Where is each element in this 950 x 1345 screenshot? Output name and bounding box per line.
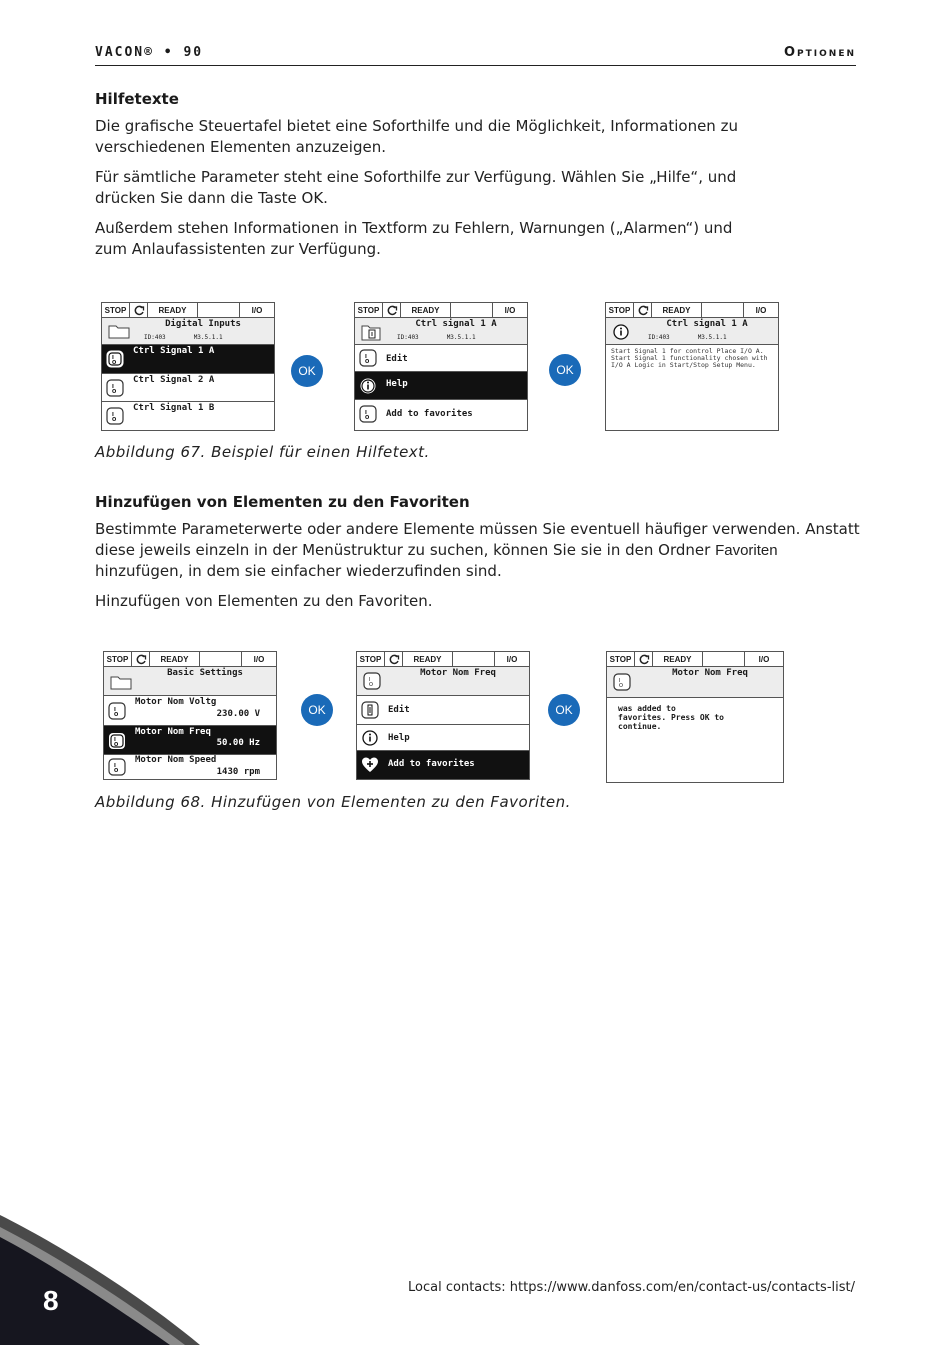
menu-item-label: Add to favorites: [386, 409, 473, 419]
parameter-label: Motor Nom Freq: [135, 727, 211, 737]
parameter-value: 230.00 V: [216, 709, 260, 719]
svg-text:I: I: [365, 354, 367, 360]
list-item[interactable]: [102, 374, 274, 402]
status-bar: [355, 303, 527, 318]
list-item[interactable]: [102, 345, 274, 374]
menu-code: M3.5.1.1: [446, 334, 476, 341]
screen-title: Motor Nom Freq: [672, 668, 748, 678]
parameter-label: Motor Nom Speed: [135, 755, 217, 765]
io-parameter-icon: [106, 379, 124, 400]
status-io: I/O: [504, 305, 516, 315]
svg-text:I: I: [112, 355, 114, 361]
section-favorites: [95, 493, 865, 621]
menu-code: M3.5.1.1: [193, 334, 223, 341]
status-ready: READY: [652, 303, 702, 317]
id-line: [144, 334, 251, 341]
svg-text:I: I: [112, 412, 114, 418]
status-stop: STOP: [102, 303, 130, 317]
brand-title: VACON® • 90: [95, 45, 204, 60]
menu-item-help[interactable]: [355, 372, 527, 400]
svg-text:I: I: [114, 707, 116, 713]
menu-item-label: Edit: [388, 705, 410, 715]
svg-text:O: O: [365, 359, 370, 365]
paragraph: [95, 519, 860, 582]
figure-caption: Abbildung 67. Beispiel für einen Hilfetext.: [95, 443, 430, 461]
menu-item-label: Help: [388, 733, 410, 743]
screen-title-bar: [357, 667, 529, 696]
svg-text:O: O: [114, 742, 119, 748]
status-ready: READY: [150, 652, 200, 666]
menu-item-edit[interactable]: [355, 345, 527, 372]
info-icon: [361, 729, 379, 750]
status-bar: [606, 303, 778, 318]
edit-icon: [361, 701, 379, 722]
section-title: Optionen: [784, 45, 856, 60]
svg-text:O: O: [619, 683, 623, 689]
svg-text:O: O: [114, 712, 119, 718]
contacts-link[interactable]: Local contacts: https://www.danfoss.com/en/contact-us/contacts-list/: [408, 1280, 855, 1295]
status-ready: READY: [403, 652, 453, 666]
screen-title-bar: [606, 318, 778, 345]
rotation-icon: [385, 652, 403, 666]
svg-text:I: I: [365, 410, 367, 416]
status-empty: [703, 652, 745, 666]
screen-title: Ctrl signal 1 A: [415, 319, 497, 329]
status-io: I/O: [506, 654, 518, 664]
status-io: I/O: [758, 654, 770, 664]
paragraph: Außerdem stehen Informationen in Textform zu Fehlern, Warnungen („Alarmen“) und zum Anlaufassistenten zur Verfügung.: [95, 219, 733, 258]
svg-text:O: O: [112, 389, 117, 395]
figure-caption: Abbildung 68. Hinzufügen von Elementen zu den Favoriten.: [95, 793, 571, 811]
keypad-screen-basic-settings: [103, 651, 277, 780]
status-empty: [200, 652, 242, 666]
section-heading: Hilfetexte: [95, 90, 179, 108]
svg-text:O: O: [112, 417, 117, 423]
menu-item-label: Edit: [386, 354, 408, 364]
ok-button[interactable]: OK: [549, 354, 581, 386]
list-item-label: Ctrl Signal 1 A: [133, 346, 215, 356]
svg-text:I: I: [114, 763, 116, 769]
parameter-row[interactable]: [104, 755, 276, 780]
rotation-icon: [634, 303, 652, 317]
screen-title-bar: [355, 318, 527, 345]
help-text: Start Signal 1 for control Place I/O A. Start Signal 1 functionality chosen with I/O A Logic in Start/Stop Setup Menu.: [611, 347, 768, 369]
status-bar: [607, 652, 783, 667]
svg-text:O: O: [112, 360, 117, 366]
rotation-icon: [132, 652, 150, 666]
status-empty: [198, 303, 240, 317]
menu-item-edit[interactable]: [357, 696, 529, 725]
section-heading: Hinzufügen von Elementen zu den Favoriten: [95, 493, 470, 511]
svg-text:O: O: [369, 682, 373, 688]
param-id: ID:403: [648, 334, 670, 341]
corner-decoration: [0, 1215, 210, 1345]
status-stop: STOP: [355, 303, 383, 317]
keypad-screen-ctrl-signal-menu: [354, 302, 528, 431]
status-ready: READY: [401, 303, 451, 317]
param-id: ID:403: [144, 334, 166, 341]
keypad-screen-digital-inputs: [101, 302, 275, 431]
io-parameter-icon: [106, 407, 124, 428]
confirmation-message: was added to favorites. Press OK to continue.: [618, 704, 724, 731]
ok-button[interactable]: OK: [301, 694, 333, 726]
status-empty: [702, 303, 744, 317]
id-line: [648, 334, 755, 341]
svg-text:O: O: [114, 768, 119, 774]
list-item-label: Ctrl Signal 1 B: [133, 403, 215, 413]
page-header: [95, 42, 856, 66]
status-bar: [104, 652, 276, 667]
ok-button[interactable]: OK: [548, 694, 580, 726]
list-item[interactable]: [102, 402, 274, 430]
io-parameter-icon: [108, 732, 126, 753]
edit-icon: [359, 349, 377, 370]
status-stop: STOP: [607, 652, 635, 666]
menu-item-label: Help: [386, 379, 408, 389]
rotation-icon: [383, 303, 401, 317]
section-help-texts: [95, 90, 865, 269]
parameter-label: Motor Nom Voltg: [135, 697, 217, 707]
screen-title: Ctrl signal 1 A: [666, 319, 748, 329]
ok-button[interactable]: OK: [291, 355, 323, 387]
io-parameter-icon: [359, 405, 377, 426]
id-line: [397, 334, 504, 341]
screen-title: Motor Nom Freq: [420, 668, 496, 678]
status-io: I/O: [755, 305, 767, 315]
keypad-screen-motor-nom-freq-menu: [356, 651, 530, 780]
parameter-row[interactable]: [104, 696, 276, 726]
paragraph-text: Bestimmte Parameterwerte oder andere Elemente müssen Sie eventuell häufiger verwenden. Anstatt diese jeweils einzeln in der Menüstruktur zu suchen, können Sie sie in den Ordner: [95, 520, 860, 559]
paragraph: Für sämtliche Parameter steht eine Soforthilfe zur Verfügung. Wählen Sie „Hilfe“, und drücken Sie dann die Taste OK.: [95, 168, 737, 207]
status-io: I/O: [251, 305, 263, 315]
svg-text:I: I: [112, 384, 114, 390]
parameter-value: 50.00 Hz: [216, 738, 260, 748]
status-bar: [357, 652, 529, 667]
svg-text:I: I: [369, 677, 371, 683]
screen-title-bar: [102, 318, 274, 345]
status-ready: READY: [653, 652, 703, 666]
list-item-label: Ctrl Signal 2 A: [133, 375, 215, 385]
io-parameter-icon: [106, 350, 124, 371]
favorites-term: Favoriten: [715, 542, 778, 559]
info-icon: [359, 377, 377, 398]
menu-item-label: Add to favorites: [388, 759, 475, 769]
io-parameter-icon: [108, 702, 126, 723]
paragraph-text: hinzufügen, in dem sie einfacher wiederzufinden sind.: [95, 562, 502, 580]
status-stop: STOP: [357, 652, 385, 666]
parameter-row[interactable]: [104, 726, 276, 755]
rotation-icon: [130, 303, 148, 317]
keypad-screen-added-confirmation: [606, 651, 784, 783]
screen-title: Digital Inputs: [165, 319, 241, 329]
menu-item-add-favorites[interactable]: [355, 400, 527, 428]
rotation-icon: [635, 652, 653, 666]
heart-plus-icon: [361, 756, 379, 777]
paragraph: Die grafische Steuertafel bietet eine Soforthilfe und die Möglichkeit, Informationen zu verschiedenen Elementen anzuzeigen.: [95, 117, 738, 156]
status-stop: STOP: [104, 652, 132, 666]
parameter-value: 1430 rpm: [216, 767, 260, 777]
status-ready: READY: [148, 303, 198, 317]
svg-text:I: I: [619, 678, 621, 684]
screen-title: Basic Settings: [167, 668, 243, 678]
status-empty: [451, 303, 493, 317]
page-number: 8: [43, 1285, 59, 1316]
status-bar: [102, 303, 274, 318]
keypad-screen-help-text: [605, 302, 779, 431]
status-empty: [453, 652, 495, 666]
paragraph: Hinzufügen von Elementen zu den Favoriten.: [95, 592, 433, 610]
status-stop: STOP: [606, 303, 634, 317]
svg-text:I: I: [114, 737, 116, 743]
svg-text:O: O: [365, 415, 370, 421]
status-io: I/O: [253, 654, 265, 664]
menu-item-add-favorites[interactable]: [357, 751, 529, 779]
param-id: ID:403: [397, 334, 419, 341]
menu-code: M3.5.1.1: [697, 334, 727, 341]
io-parameter-icon: [108, 758, 126, 779]
screen-title-bar: [104, 667, 276, 696]
screen-title-bar: [607, 667, 783, 698]
menu-item-help[interactable]: [357, 725, 529, 751]
